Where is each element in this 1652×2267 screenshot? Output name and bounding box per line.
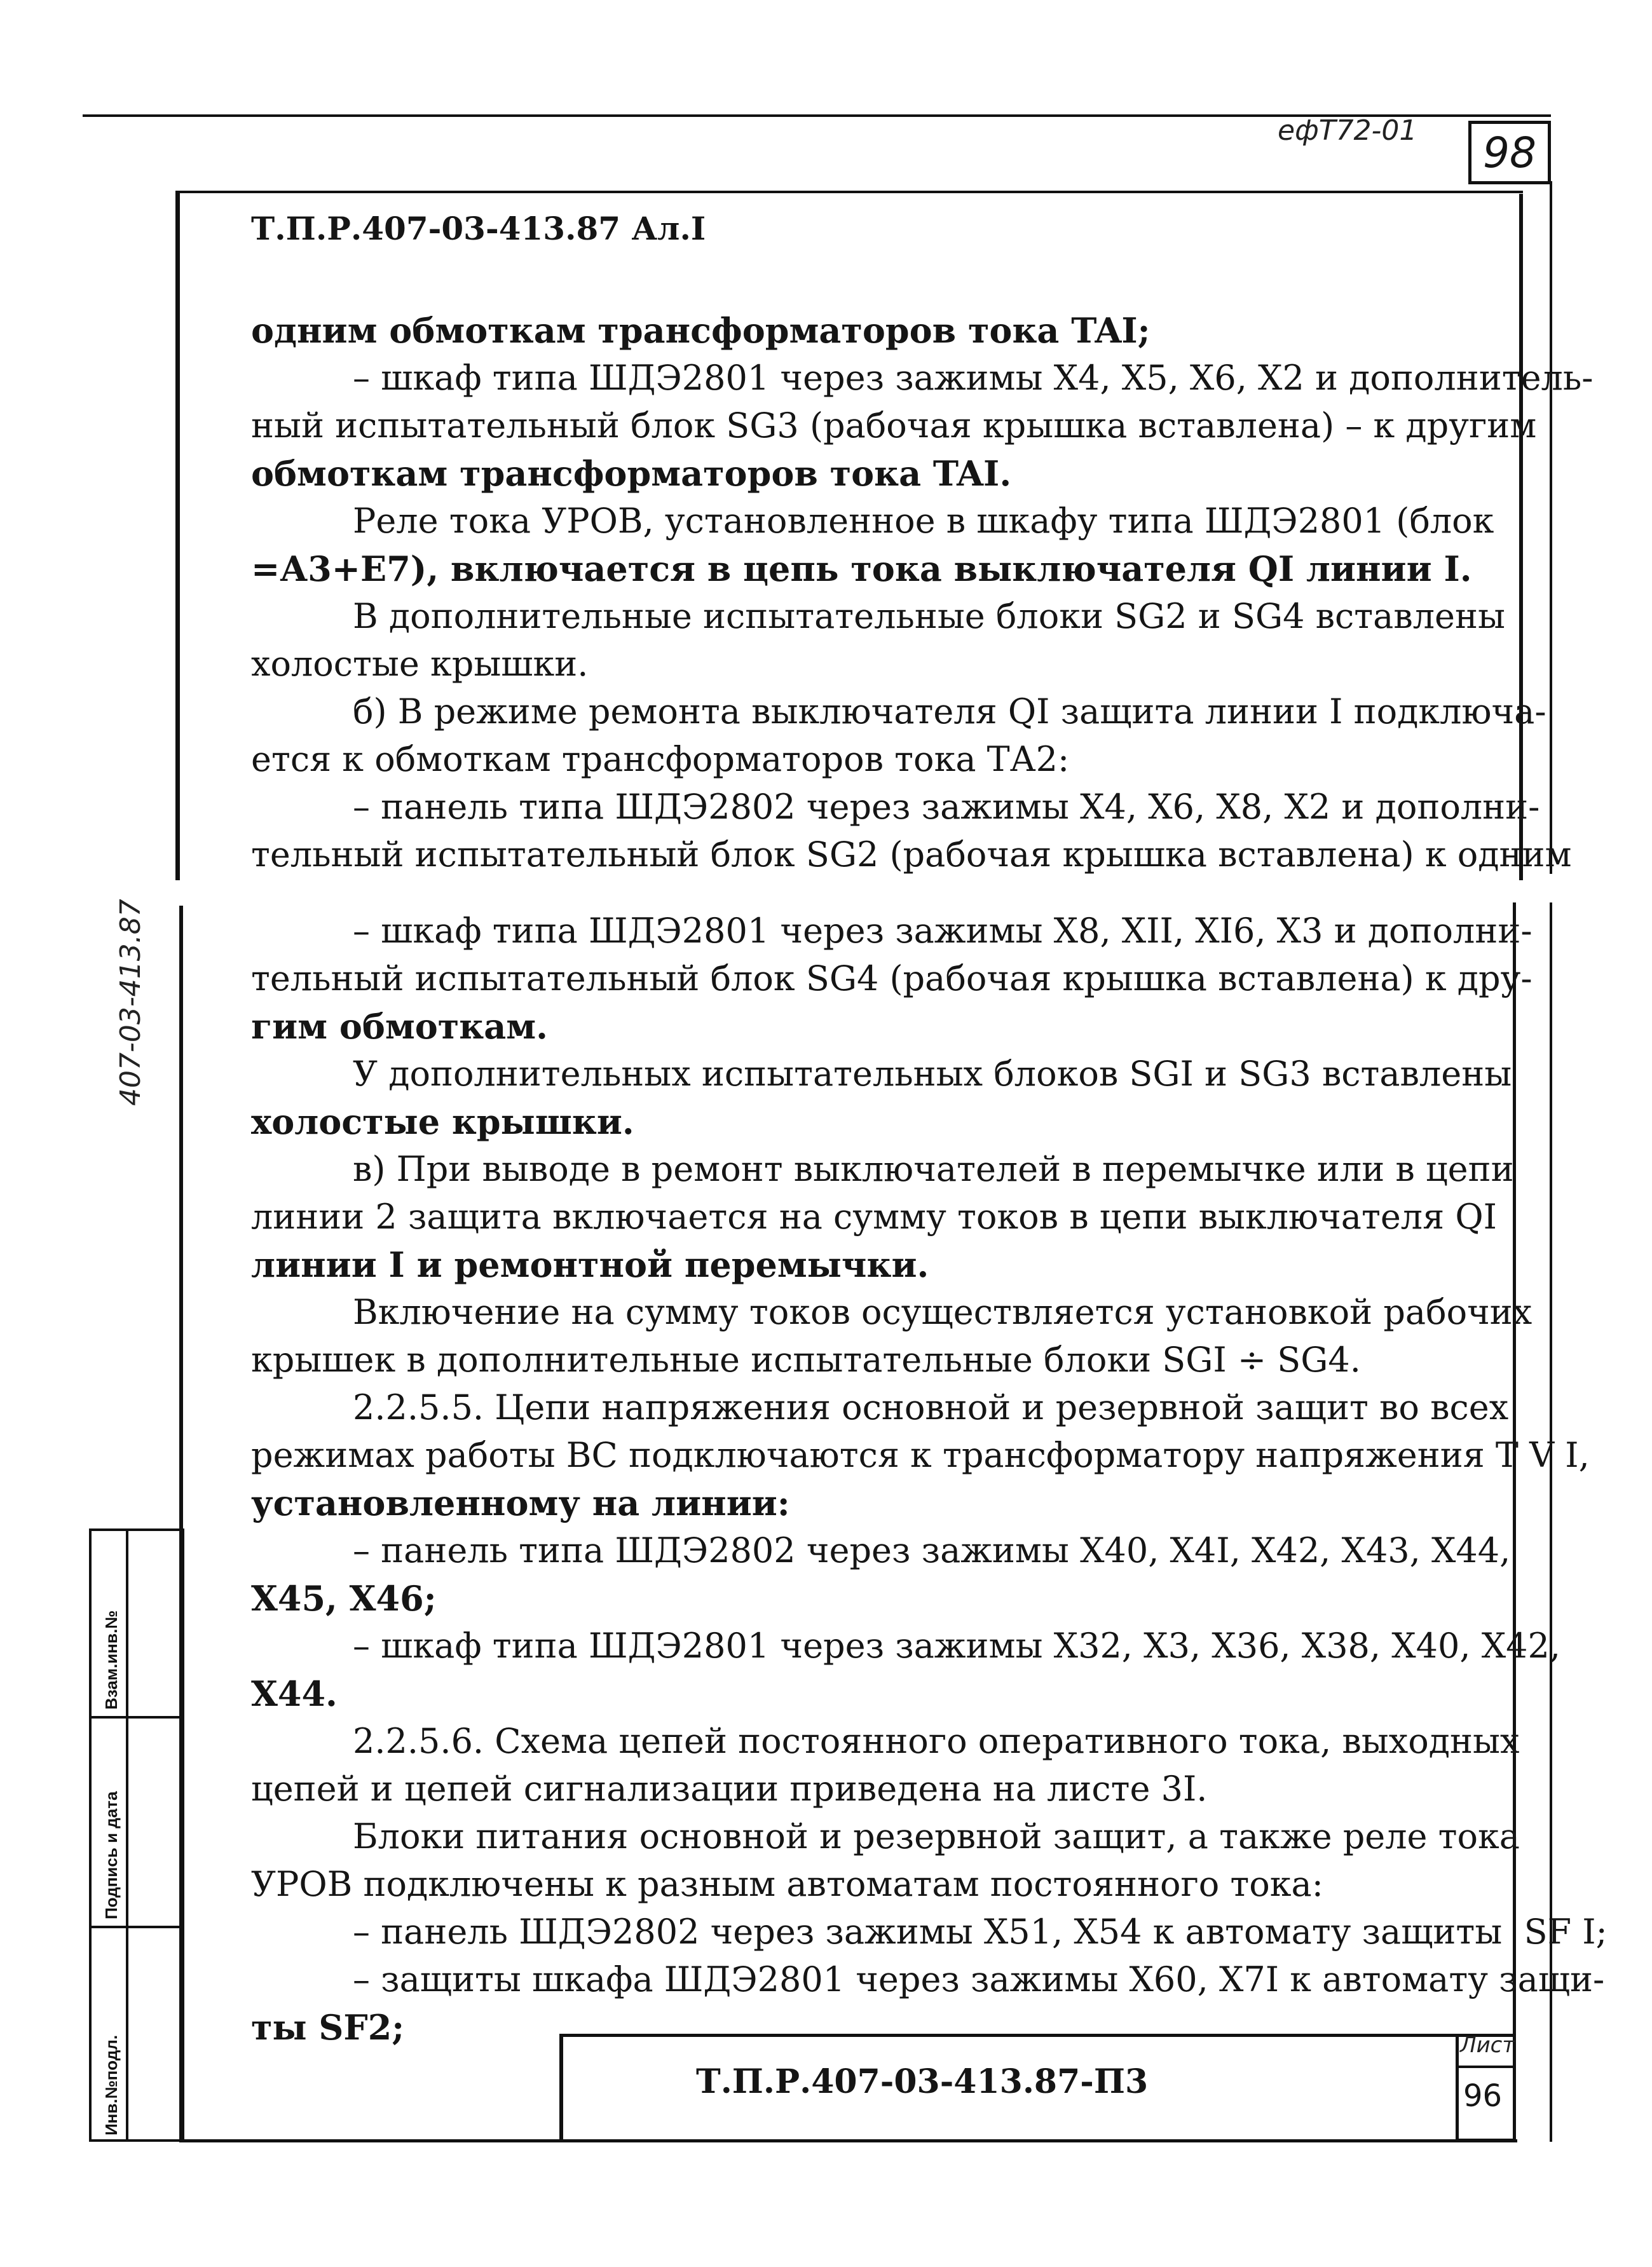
stamp-label-sign: Подпись и дата [102, 1791, 121, 1919]
right-border-outer-lower [1550, 902, 1552, 2142]
header-doc-code: Т.П.Р.407-03-413.87 Ал.I [251, 210, 706, 247]
side-doc-mark: 407-03-413.87 [114, 899, 147, 1106]
text-line: – защиты шкафа ШДЭ2801 через зажимы Х60, Х7I к автомату защи- [353, 1959, 1605, 1999]
text-line: холостые крышки. [251, 1101, 634, 1142]
text-line: – шкаф типа ШДЭ2801 через зажимы Х4, Х5, Х6, Х2 и дополнитель- [353, 358, 1594, 398]
text-line: Блоки питания основной и резервной защит, а также реле тока [353, 1816, 1520, 1856]
text-line: холостые крышки. [251, 644, 589, 684]
text-line: УРОВ подключены к разным автоматам постоянного тока: [251, 1864, 1323, 1904]
text-line: в) При выводе в ремонт выключателей в перемычке или в цепи [353, 1149, 1514, 1189]
text-line: линии 2 защита включается на сумму токов в цепи выключателя QI [251, 1197, 1497, 1237]
text-line: линии I и ремонтной перемычки. [251, 1244, 929, 1285]
text-line: У дополнительных испытательных блоков SGI и SG3 вставлены [353, 1054, 1512, 1094]
text-line: Х45, Х46; [251, 1578, 437, 1619]
text-line: Реле тока УРОВ, установленное в шкафу типа ШДЭ2801 (блок [353, 501, 1494, 541]
text-line: Х44. [251, 1673, 338, 1714]
text-line: установленному на линии: [251, 1483, 790, 1523]
text-line: одним обмоткам трансформаторов тока TAI; [251, 310, 1150, 351]
text-line: ты SF2; [251, 2007, 405, 2048]
page-number-box [1468, 121, 1551, 184]
right-border-inner-lower [1513, 902, 1516, 2142]
text-line: – панель ШДЭ2802 через зажимы Х51, Х54 к автомату защиты SF I; [353, 1912, 1608, 1952]
left-stamp-divider-h2 [89, 1926, 184, 1928]
lower-frame-bottom [179, 2139, 1517, 2142]
right-border-inner [1519, 194, 1523, 880]
right-border-outer [1550, 181, 1552, 874]
text-line: =А3+Е7), включается в цепь тока выключателя QI линии I. [251, 548, 1472, 589]
text-line: крышек в дополнительные испытательные блоки SGI ÷ SG4. [251, 1340, 1361, 1380]
text-line: Включение на сумму токов осуществляется установкой рабочих [353, 1292, 1533, 1332]
text-line: гим обмоткам. [251, 1006, 548, 1047]
left-border-upper [175, 191, 180, 880]
text-line: – панель типа ШДЭ2802 через зажимы Х4, Х6, Х8, Х2 и дополни- [353, 787, 1540, 827]
title-block-top [559, 2034, 1516, 2037]
text-line: 2.2.5.5. Цепи напряжения основной и резервной защит во всех [353, 1387, 1509, 1427]
text-line: ется к обмоткам трансформаторов тока ТА2: [251, 739, 1070, 779]
sheet-label: Лист [1460, 2032, 1515, 2058]
stamp-label-inv: Инв.№подл. [102, 2034, 121, 2135]
upper-frame-top [175, 191, 1523, 193]
text-line: – шкаф типа ШДЭ2801 через зажимы Х8, ХII, ХI6, Х3 и дополни- [353, 911, 1533, 951]
text-line: 2.2.5.6. Схема цепей постоянного оперативного тока, выходных [353, 1721, 1520, 1761]
title-block-left [559, 2034, 563, 2142]
page-number: 98 [1483, 128, 1536, 177]
sheet-number: 96 [1463, 2078, 1503, 2114]
text-line: тельный испытательный блок SG2 (рабочая крышка вставлена) к одним [251, 834, 1572, 875]
text-line: – панель типа ШДЭ2802 через зажимы Х40, Х4I, Х42, Х43, Х44, [353, 1530, 1511, 1570]
text-line: цепей и цепей сигнализации приведена на листе 3I. [251, 1769, 1208, 1809]
text-line: обмоткам трансформаторов тока TAI. [251, 453, 1012, 494]
text-line: – шкаф типа ШДЭ2801 через зажимы Х32, Х3, Х36, Х38, Х40, Х42, [353, 1626, 1561, 1666]
sheet-box-divider [1456, 2066, 1516, 2068]
text-line: ный испытательный блок SG3 (рабочая крышка вставлена) – к другим [251, 405, 1537, 446]
left-stamp-divider-h1 [89, 1716, 184, 1719]
title-block-designation: Т.П.Р.407-03-413.87-П3 [696, 2062, 1149, 2101]
text-line: В дополнительные испытательные блоки SG2 и SG4 вставлены [353, 596, 1505, 636]
text-line: режимах работы ВС подключаются к трансформатору напряжения T V I, [251, 1435, 1590, 1475]
stamp-label-replace: Взам.инв.№ [102, 1610, 121, 1710]
left-stamp-divider-v [126, 1528, 128, 2142]
archive-code: ефТ72-01 [1278, 114, 1417, 147]
text-line: тельный испытательный блок SG4 (рабочая крышка вставлена) к дру- [251, 958, 1533, 998]
text-line: б) В режиме ремонта выключателя QI защита линии I подключа- [353, 691, 1546, 732]
